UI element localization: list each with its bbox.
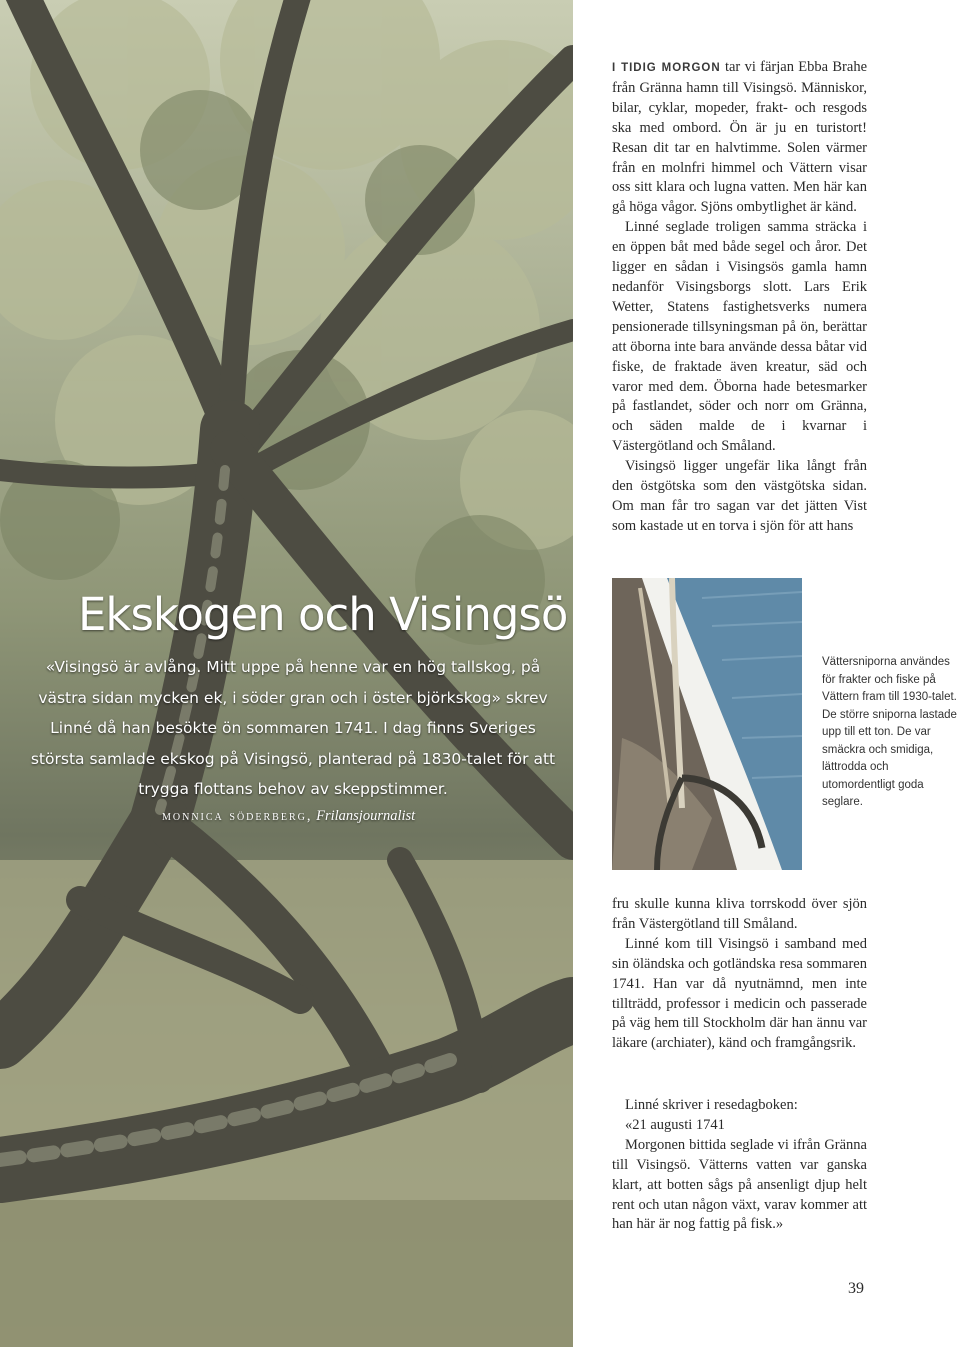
- article-lede: «Visingsö är avlång. Mitt uppe på henne var en hög tallskog, på västra sidan mycken ek, i söder gran och i öster björkskog» skrev Linné då han besökte ön sommaren 1741. I dag finns Sveriges största samlade ekskog på Visingsö, planterad på 1830-talet för att trygga flottans behov av skeppstimmer.: [30, 658, 556, 798]
- byline: [162, 808, 415, 825]
- article-title: Ekskogen och Visingsö: [78, 588, 568, 641]
- body-paragraph-5: Linné kom till Visingsö i samband med sin öländska och gotländska resa sommaren 1741. Han var då nyutnämnd, men inte tillträdd, professor i medicin och passerade på väg hem till Stockholm där han ännu var läkare (archiater), känd och framgångsrik.: [612, 935, 867, 1052]
- page-number: 39: [848, 1280, 864, 1297]
- quote-date: «21 augusti 1741: [625, 1116, 725, 1133]
- byline-role: Frilansjournalist: [316, 808, 416, 824]
- boat-bow-photo: [612, 578, 802, 870]
- photo-caption: Vättersniporna användes för frakter och fiske på Vättern fram till 1930-talet. De större sniporna lastade upp till ett ton. De var smäckra och smidiga, lättrodda och utomordentligt goda seglare.: [822, 656, 957, 808]
- quote-text: Morgonen bittida seglade vi ifrån Gränna till Visingsö. Vätterns vatten var ganska klart, att botten sågs på ansenligt djup helt rent och utan någon växt, varav kommer att han här är nog fattig på fisk.»: [612, 1136, 867, 1233]
- boat-illustration: [612, 578, 802, 870]
- body-paragraph-2: Linné seglade troligen samma sträcka i en öppen båt med både segel och åror. Det ligger en sådan i Visingsös gamla hamn nedanför Visingsborgs slott. Lars Erik Wetter, Statens fastighetsverks numera pensionerade tillsyningsman på ön, berättar att öborna inte bara använde dessa båtar vid fiske, de fraktade även kreatur, säd och varor med dem. Öborna hade betesmarker på fastlandet, söder och norr om Gränna, och säden malde de i kvarnar i Västergötland och Småland.: [612, 219, 867, 455]
- body-column-top: [612, 58, 867, 537]
- byline-name: monnica söderberg,: [162, 808, 313, 824]
- lead-in: I TIDIG MORGON: [612, 62, 721, 74]
- body-paragraph-3: Visingsö ligger ungefär lika långt från den östgötska som den västgötska sidan. Om man får tro sagan var det jätten Vist som kastade ut en torva i sjön för att hans: [612, 458, 867, 534]
- quote-intro: Linné skriver i resedagboken:: [625, 1097, 798, 1113]
- body-column-middle: [612, 895, 867, 1054]
- body-paragraph-1: [612, 58, 867, 218]
- body-paragraph-1-text: tar vi färjan Ebba Brahe från Gränna hamn till Visingsö. Människor, bilar, cyklar, mopeder, frakt- och resgods ska med ombord. Ön är ju en turistort! Resan dit tar en halvtimme. Solen värmer från en molnfri himmel och Vättern visar oss sitt klara och lugna vatten. Men här kan gå höga vågor. Sjöns ombytlighet är känd.: [612, 59, 868, 216]
- diary-quote: [612, 1096, 867, 1235]
- body-paragraph-4: fru skulle kunna kliva torrskodd över sjön från Västergötland till Småland.: [612, 896, 867, 932]
